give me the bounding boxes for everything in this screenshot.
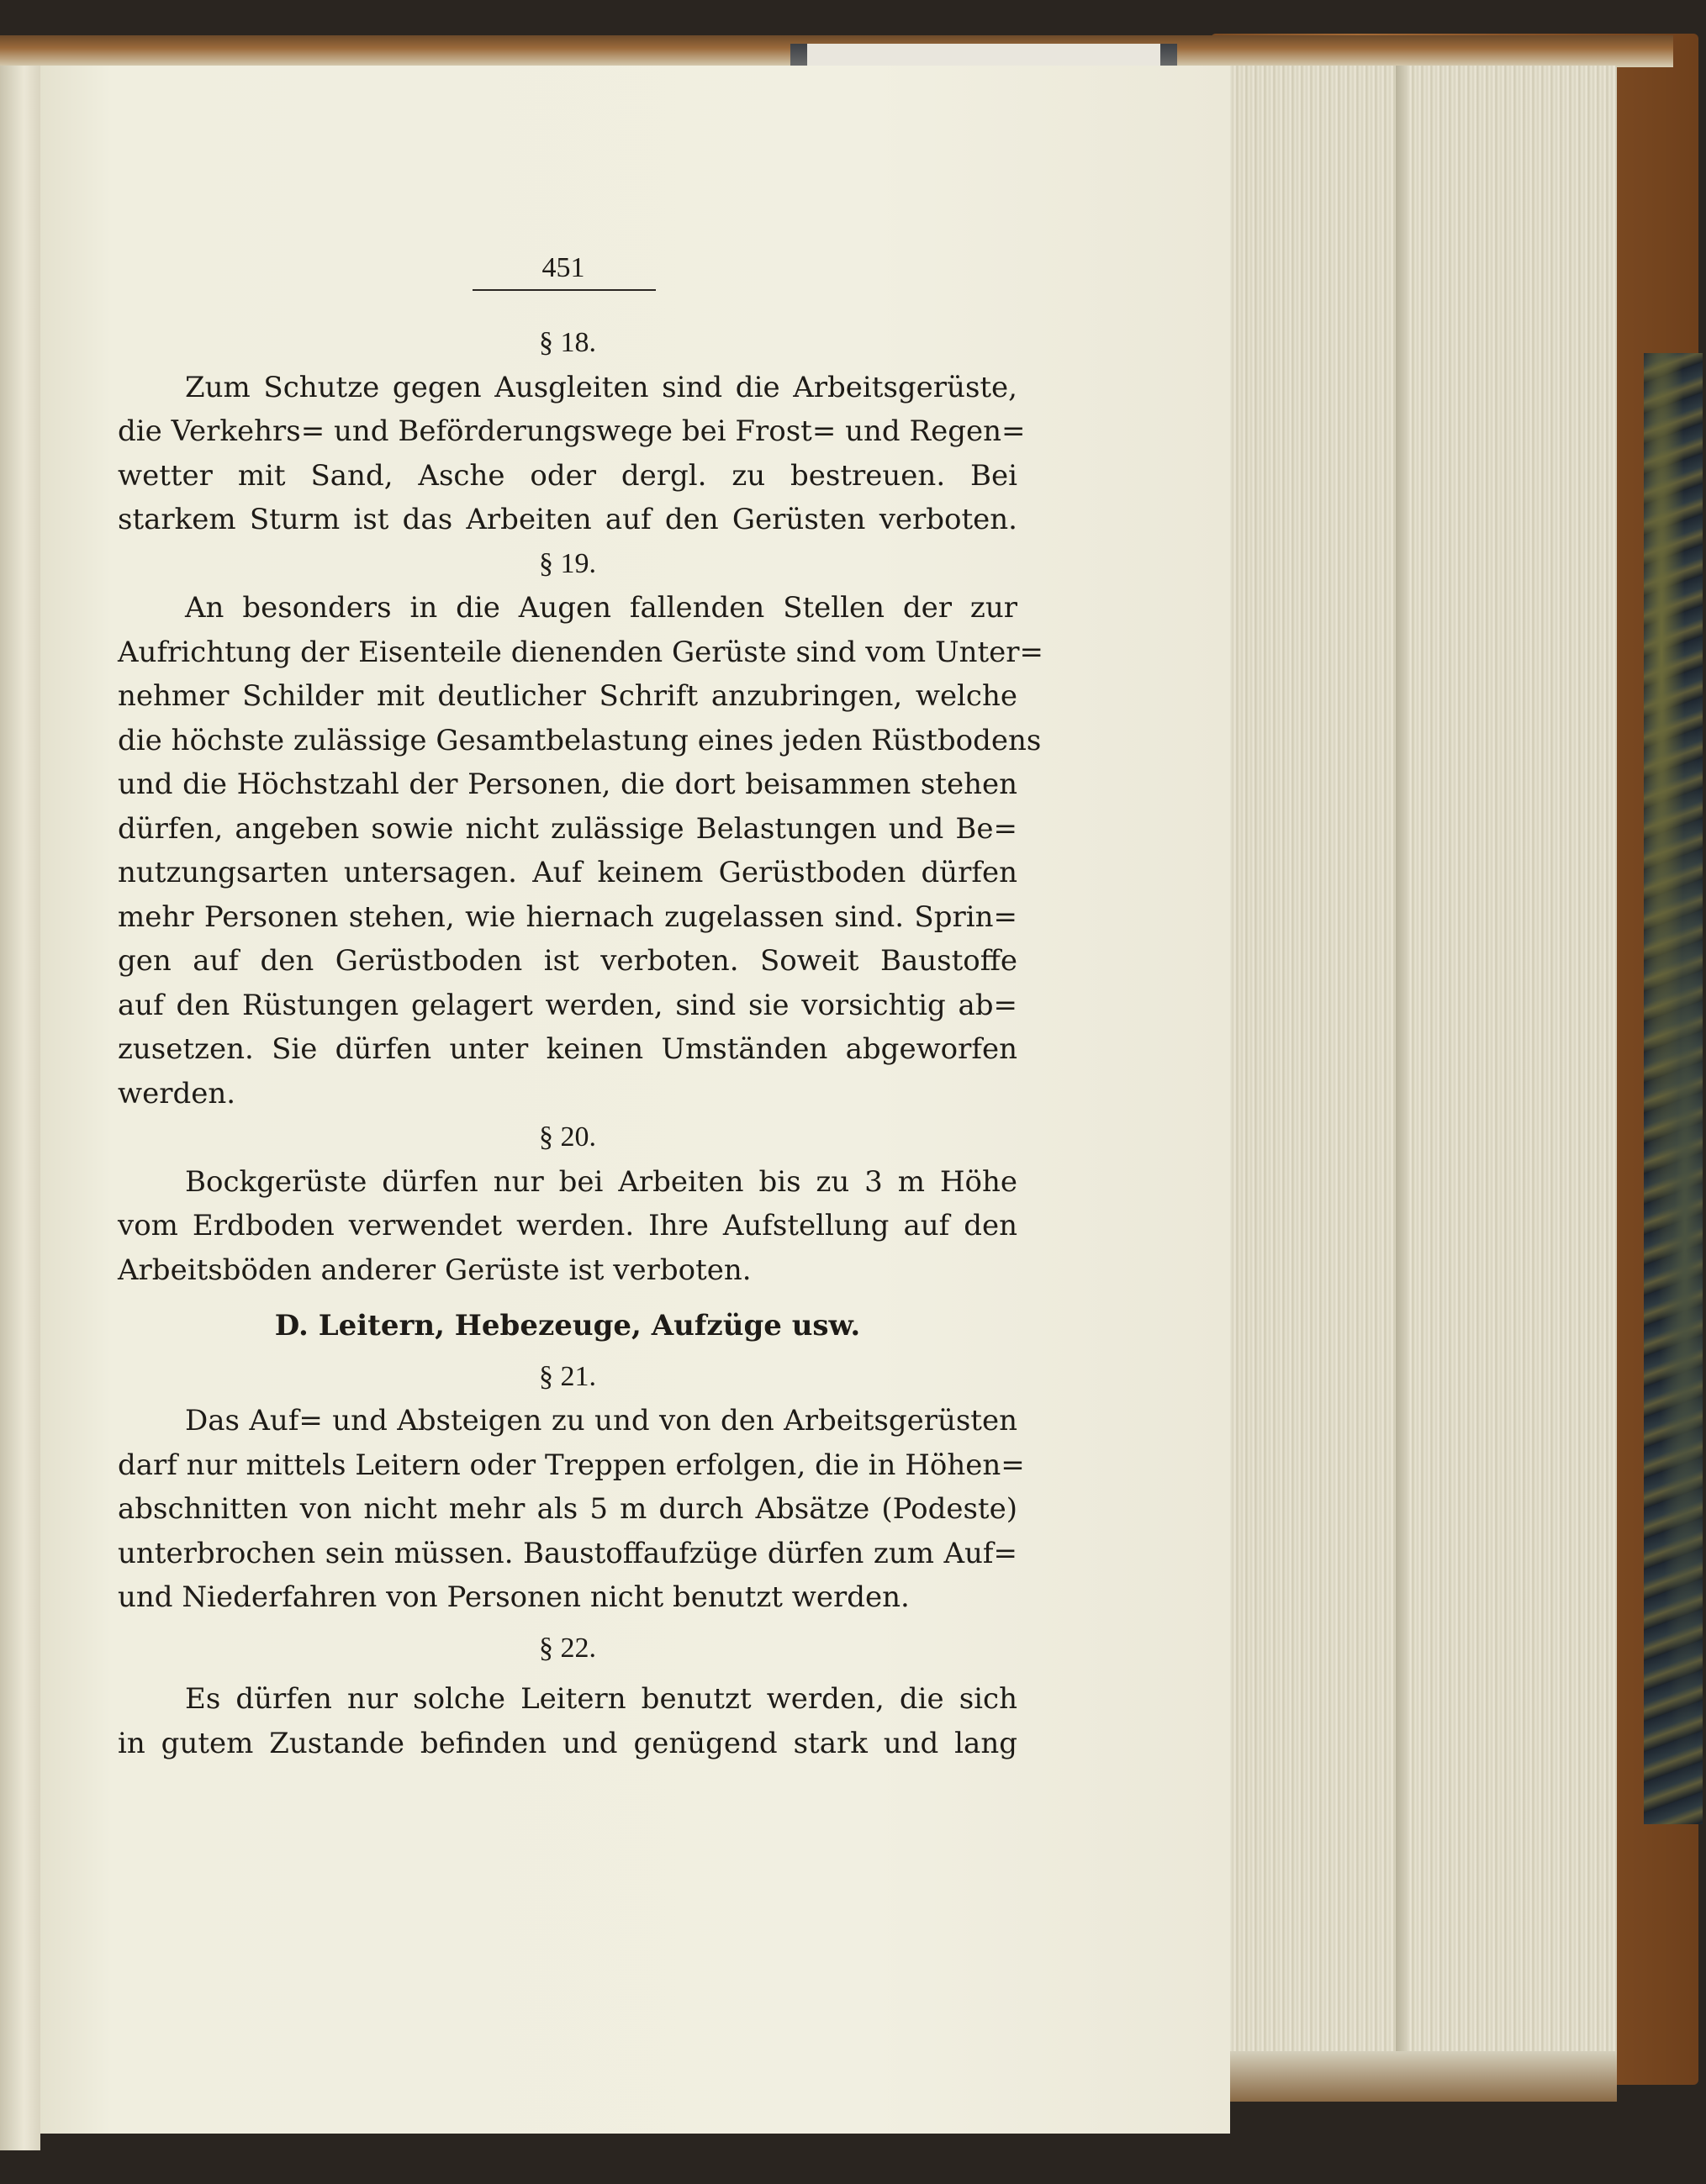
page-text — [118, 321, 1044, 1765]
text-line: Arbeitsböden anderer Gerüste ist verboten. — [118, 1253, 752, 1287]
section-heading-21: § 21. — [539, 1360, 596, 1392]
paragraph-22 — [118, 1677, 1017, 1765]
marbled-cover-edge — [1644, 353, 1703, 1824]
section-heading-22: § 22. — [539, 1632, 596, 1664]
text-line: Das Auf= und Absteigen zu und von den Arbeitsgerüsten — [185, 1404, 1017, 1438]
page-stack-edges — [1230, 66, 1617, 2083]
text-line: nehmer Schilder mit deutlicher Schrift anzubringen, welche — [118, 679, 1017, 713]
text-line: wetter mit Sand, Asche oder dergl. zu bestreuen. Bei — [118, 458, 1017, 493]
text-line: Bockgerüste dürfen nur bei Arbeiten bis zu 3 m Höhe — [185, 1164, 1017, 1199]
text-line: nutzungsarten untersagen. Auf keinem Gerüstboden dürfen — [118, 856, 1017, 889]
text-line: zusetzen. Sie dürfen unter keinen Umständen abgeworfen — [118, 1032, 1017, 1066]
text-line: Es dürfen nur solche Leitern benutzt werden, die sich — [185, 1682, 1017, 1716]
facing-page-edge — [0, 66, 40, 2150]
section-heading-18: § 18. — [539, 327, 596, 358]
paragraph-21 — [118, 1399, 1025, 1620]
text-line: Aufrichtung der Eisenteile dienenden Gerüste sind vom Unter= — [118, 635, 1044, 669]
text-line: vom Erdboden verwendet werden. Ihre Aufstellung auf den — [118, 1209, 1017, 1242]
text-line: und Niederfahren von Personen nicht benutzt werden. — [118, 1580, 910, 1614]
page-stack-bottom — [1230, 2051, 1617, 2102]
section-heading-19: § 19. — [539, 547, 596, 579]
page-stack-divider — [1396, 66, 1408, 2083]
text-line: mehr Personen stehen, wie hiernach zugelassen sind. Sprin= — [118, 899, 1017, 934]
paragraph-18 — [118, 366, 1026, 542]
page-number-rule — [473, 289, 656, 291]
text-line: dürfen, angeben sowie nicht zulässige Belastungen und Be= — [118, 811, 1017, 846]
text-line: auf den Rüstungen gelagert werden, sind sie vorsichtig ab= — [118, 988, 1017, 1022]
text-line: unterbrochen sein müssen. Baustoffaufzüge dürfen zum Auf= — [118, 1536, 1017, 1570]
paragraph-19 — [118, 586, 1044, 1116]
text-line: in gutem Zustande befinden und genügend stark und lang — [118, 1726, 1017, 1760]
text-line: die höchste zulässige Gesamtbelastung eines jeden Rüstbodens — [118, 723, 1042, 757]
text-line: und die Höchstzahl der Personen, die dort beisammen stehen — [118, 768, 1017, 801]
text-line: werden. — [118, 1076, 236, 1110]
chapter-title: D. Leitern, Hebezeuge, Aufzüge usw. — [274, 1309, 861, 1343]
text-line: die Verkehrs= und Beförderungswege bei Frost= und Regen= — [118, 414, 1026, 448]
section-heading-20: § 20. — [539, 1121, 596, 1153]
text-line: An besonders in die Augen fallenden Stellen der zur — [185, 591, 1017, 625]
text-line: abschnitten von nicht mehr als 5 m durch Absätze (Podeste) — [118, 1492, 1017, 1526]
text-line: gen auf den Gerüstboden ist verboten. Soweit Baustoffe — [118, 944, 1017, 978]
text-line: starkem Sturm ist das Arbeiten auf den Gerüsten verboten. — [118, 503, 1017, 536]
text-line: darf nur mittels Leitern oder Treppen erfolgen, die in Höhen= — [118, 1448, 1025, 1482]
page-number: 451 — [541, 252, 585, 283]
spine-label — [807, 44, 1160, 67]
paragraph-20 — [118, 1160, 1017, 1293]
text-line: Zum Schutze gegen Ausgleiten sind die Arbeitsgerüste, — [185, 370, 1017, 404]
